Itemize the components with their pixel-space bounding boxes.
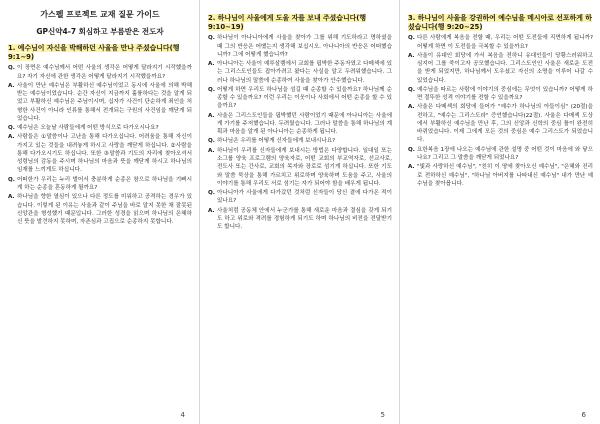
item-text: 사울이 유대인 회당에 가서 복음을 전하니 유대인들이 당황스러워하고 심지어 그를 죽이고자 공모했습니다. 그리스도인인 사울은 새로운 도전을 받게 되었지만, 하나님께서 도우셨고 자신의 소명을 이루어 나갈 수 있었습니다. [417,52,593,84]
qa-list [8,64,192,226]
qa-list [408,34,593,188]
question-item [408,86,593,103]
item-text: 어떠한가 우리는 누리 벌어서 충분하게 순종은 참으로 하나님을 기뻐시게 하는 순종을 혼동하게 될까요? [17,176,192,191]
answer-item [408,163,593,188]
item-label: A. [408,52,415,59]
item-label: Q. [208,86,215,93]
answer-item [208,207,392,232]
answer-item [208,60,392,85]
section-heading [208,14,392,31]
item-label: Q. [8,65,15,72]
question-item [208,34,392,59]
item-text: 아나니아는 사울이 예루살렘에서 교회를 핍박한 주동자였고 다메섹에 있는 그리스도인들도 잡아가려고 왔다는 사실을 알고 두려워했습니다. 그러나 하나님의 말씀에 순종하여 사울을 찾아가 안수했습니다. [217,61,392,84]
answer-item [408,52,593,85]
item-label: A. [208,61,215,68]
item-label: A. [408,164,415,171]
answer-item [208,112,392,137]
question-item [208,189,392,206]
question-item [8,64,192,81]
item-label: Q. [408,35,415,42]
item-label: A. [208,112,215,119]
item-label: A. [408,104,415,111]
page-number: 6 [581,411,586,419]
section-heading [8,44,192,61]
item-text: 예수님은 오늘날 사람들에게 어떤 방식으로 다가오시나요? [17,125,159,132]
section-heading-text: 2. 하나님이 사울에게 도울 자를 보내 주셨습니다(행 9:10~19) [208,14,367,31]
lesson-title: GP신약4-7 회심하고 부름받은 전도자 [36,27,164,36]
item-label: A. [8,82,15,89]
item-text: 하나님을 향한 열심이 있으나 다른 정도를 미워하고 공격하는 경우가 있습니다. 이렇게 된 이유는 사울과 같이 주님을 바로 알지 못한 채 잘못된 신앙관을 형성했기 때문입니다. 그러한 성경을 읽으며 하나님의 은혜하신 뜻을 발견하지 못하며, 자존심과 고집으로 순종하지 못합니다. [17,194,192,226]
item-text: 사울처럼 공동체 안에서 누군가를 통해 새로운 마음과 결심을 갖게 되기도 하고 위로와 격려를 경험하게 되기도 하며 하나님의 비전을 전달받기도 합니다. [217,207,392,231]
item-text: 아나니아가 사울에게 다가갔던 것처럼 신자들이 당신 곁에 다가온 적이 있나요? [217,190,392,205]
item-text: 어떻게 하면 우리도 하나님을 섬길 때 순종할 수 있을까요? 하나님께 순종할 수 있을까요? 이런 우리는 이웃이나 사회에서 어떤 순종을 할 수 있을까요? [217,86,392,110]
item-text: "빛과 사랑하신 예수님", "친히 이 땅에 찾아오신 예수님", "은혜와 진리로 전하하신 예수님", "하나님 아버지를 나타내신 예수님" 내가 만난 예수님을 찾아봅니다. [417,164,593,187]
question-item [8,124,192,132]
guide-header: 가스펠 프로젝트 교재 질문 가이드 [40,10,160,19]
page-number: 5 [380,411,385,419]
answer-item [8,193,192,226]
answer-item [8,82,192,123]
item-text: 사울은 다메섹의 회당에 들어가 "예수가 하나님의 아들이심" (20절)을 전하고, "예수는 그리스도라" 증언했습니다(22절). 사울은 다메섹 도상에서 부활하신 예수님을 만난 후, 그의 신앙과 신학의 중심 틀이 완전히 바뀌었습니다. 이제 그에게 모든 것의 중심은 예수 그리스도가 되었습니다. [417,104,593,144]
item-text: 사울이 만난 예수님은 부활하신 예수님이었고 동시에 사울에 의해 박해받는 예수님이었습니다. 순간 자신이 지금까지 훌륭하다는 것을 알게 되었고 부활하신 예수님은 주님이시며, 십자가 사건이 단순하게 죄인을 처형한 사건이 아니라 인류를 통해서 전개되는 구원의 사건임을 깨닫게 되었습니다. [17,82,192,122]
qa-list [208,34,392,231]
page-right [400,0,600,424]
item-label: Q. [408,86,415,93]
section-heading-text: 3. 하나님이 사울을 강권하여 예수님을 메시아로 선포하게 하셨습니다(행 9:20~25) [408,14,592,31]
item-label: A. [8,134,15,141]
item-text: 이 장면은 예수님께서 어떤 사울의 생각은 어떻게 달라지기 시작했을까요? 자기 자신에 관한 생각은 어떻게 달라지기 시작했을까요? [17,65,192,80]
item-text: 하나님은 우리를 어떻게 신자들에게 보내시나요? [217,138,336,145]
answer-item [408,103,593,144]
item-text: 하나님이 우리를 신자들에게 보내시는 방법은 다양합니다. 일대일 또는 소그룹 양육 프로그램의 양육자로, 어떤 교회의 부교역자로, 선교사로, 전도사 또는 간사로, 교회의 목자와 장로로 섬기게 하십니다. 또한 기도와 말씀 묵상을 통해 가르치고 위로하며 양육하며 도움을 주고, 사울의 이야기를 통해 우리도 서로 섬기는 자가 되어야 함을 배우게 됩니다. [217,147,392,187]
page-left [0,0,200,424]
question-item [208,86,392,111]
item-label: Q. [8,176,15,183]
item-label: A. [8,194,15,201]
item-label: Q. [208,35,215,42]
question-item [408,34,593,51]
page-number: 4 [180,411,185,419]
answer-item [8,133,192,174]
item-label: A. [208,207,215,214]
item-label: A. [208,147,215,154]
item-text: 사람들은 ①말씀이나 고난을 통해 다가오십니다. 어려움을 통해 자신이 가지고 있는 것들을 내려놓게 하시고 사랑을 깨닫게 하십니다. ②사람을 통해 다가오시기도 하십니다. 또한 ③말씀과 기도의 자리에 찾아오셔서 성령님의 감동을 주시며 하나님의 마음과 뜻을 깨닫게 하시고 하나님의 임재를 느끼게도 하십니다. [17,134,192,174]
answer-item [208,147,392,188]
item-label: Q. [408,146,415,153]
item-label: Q. [8,125,15,132]
item-text: 다른 사람에게 복음을 전할 때, 우리는 어떤 도전들에 직면하게 됩니까? 어떻게 하면 이 도전들을 극복할 수 있을까요? [417,35,593,50]
page-middle [200,0,400,424]
item-text: 요한복음 1장에 나오는 예수님에 관한 설명 중 어떤 것이 마음에 와 닿으나요? 그리고 그 말씀을 깨닫게 되었나요? [417,146,593,161]
item-label: Q. [208,190,215,197]
item-label: Q. [208,138,215,145]
question-item [208,137,392,145]
item-text: 사울은 그리스도인들을 핍박했던 사람이었기 때문에 아나니아는 사울에게 가기를 주저했습니다. 두려웠습니다. 그러나 말씀을 통해 하나님의 계획과 마음을 알게 된 아나니아는 순종하게 됩니다. [217,112,392,136]
item-text: 하나님이 아나니아에게 사울을 찾아가 그를 위해 기도하라고 명하셨을 때 그의 반응은 어땠는지 생각해 보십시오. 아나니아의 반응은 어떠했습니까? 그에 어떻게 했습니까? [217,35,392,58]
section-heading [408,14,593,31]
question-item [408,146,593,163]
item-text: 예수님을 따르는 사람에 이야기의 중심에는 무엇이 있습니까? 어떻게 하면 절뚜한 성격 이야기를 전할 수 있을까요? [417,86,593,102]
section-heading-text: 1. 예수님이 자신을 박해하던 사울을 만나 주셨습니다(행 9:1~9) [8,44,180,61]
question-item [8,176,192,193]
